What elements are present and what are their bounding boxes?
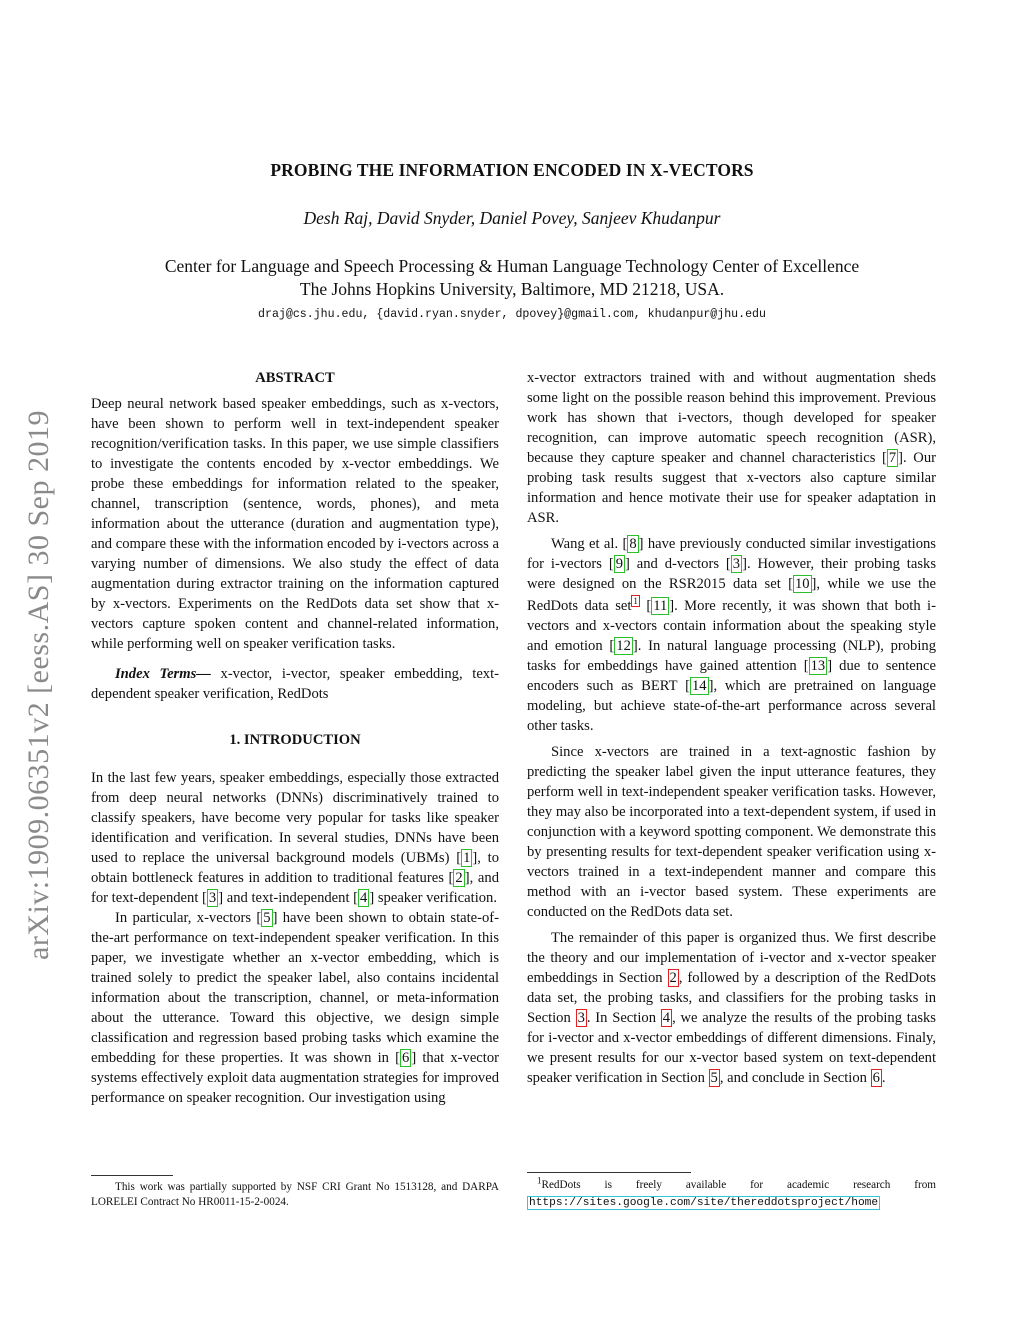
section-link[interactable]: 3 <box>577 1009 585 1026</box>
citation-link[interactable]: 3 <box>208 890 217 906</box>
reddots-footnote: $^1$RedDots is freely available for academic research from https://sites.google.com/site/thereddotsproject/home <box>529 1175 936 1209</box>
section-heading-introduction: 1. INTRODUCTION <box>229 732 361 748</box>
footnote-rule-left <box>91 1175 173 1176</box>
right-paragraph-1: x-vector extractors trained with and without augmentation sheds some light on the possible reason behind this improvement. Previous work has shown that i-vectors, though developed for speaker recognition, can improve automatic speech recognition (ASR), because they capture speaker and channel characteristics [ 7 ]. Our probing task results suggest that x-vectors also capture similar information and hence motivate their use for speaker adaptation in ASR. <box>527 370 937 526</box>
citation-link[interactable]: 9 <box>615 556 624 572</box>
citation-link[interactable]: 10 <box>794 576 810 592</box>
affiliation-line-2: The Johns Hopkins University, Baltimore, MD 21218, USA. <box>299 279 725 299</box>
citation-link[interactable]: 4 <box>360 890 368 906</box>
citation-link[interactable]: 14 <box>691 677 707 694</box>
index-terms-label: Index Terms— <box>115 666 211 682</box>
affiliation-line-1: Center for Language and Speech Processing & Human Language Technology Center of Excellence <box>164 256 860 276</box>
section-link[interactable]: 5 <box>710 1069 718 1086</box>
section-link[interactable]: 4 <box>662 1009 671 1026</box>
footnote-number: 1 <box>537 1175 542 1186</box>
right-paragraph-4: The remainder of this paper is organized thus. We first describe the theory and our implementation of i-vector and x-vector speaker embeddings in Section 2 , followed by a description of the RedDots data set, the probing tasks, and classifiers for the probing tasks in Section 3 . In Section 4 , we analyze the results of the probing tasks for i-vector and x-vector embeddings of different dimensions. Finaly, we present results for our x-vector based system on text-dependent speaker verification in Section 5 , and conclude in Section 6 . <box>527 929 936 1086</box>
intro-paragraph-1: In the last few years, speaker embeddings, especially those extracted from deep neural networks (DNNs) discriminatively trained to classify speakers, have become very popular for tasks like speaker identification and verification. In several studies, DNNs have been used to replace the universal background models (UBMs) [ 1 ], to obtain bottleneck features in addition to traditional features [ 2 ], and for text-dependent [ 3 ] and text-independent [ 4 ] speaker verification. <box>91 770 499 906</box>
footnote-marker-link[interactable]: 1 <box>633 596 638 606</box>
citation-link[interactable]: 5 <box>263 910 271 926</box>
citation-link[interactable]: 8 <box>629 536 637 552</box>
index-terms-text: x-vector, i-vector, speaker embedding, text-dependent speaker verification, RedDots <box>91 666 500 702</box>
citation-link[interactable]: 1 <box>463 850 471 866</box>
author-emails: draj@cs.jhu.edu, {david.ryan.snyder, dpovey}@gmail.com, khudanpur@jhu.edu <box>258 308 766 321</box>
citation-link[interactable]: 13 <box>810 657 826 674</box>
abstract-text: Deep neural network based speaker embeddings, such as x-vectors, have been shown to perform well in text-independent speaker recognition/verification tasks. In this paper, we use simple classifiers to investigate the contents encoded by x-vector embeddings. We probe these embeddings for information related to the speaker, channel, transcription (sentence, words, phones), and meta information about the utterance (duration and augmentation type), and compare these with the information encoded by i-vectors across a varying number of dimensions. We also study the effect of data augmentation during extractor training on the information captured by x-vectors. Experiments on the RedDots data set show that x-vectors capture spoken content and channel-related information, while performing well on speaker verification tasks. <box>91 396 499 652</box>
arxiv-identifier-stamp: arXiv:1909.06351v2 [eess.AS] 30 Sep 2019 <box>22 410 55 960</box>
right-paragraph-3: Since x-vectors are trained in a text-agnostic fashion by predicting the speaker label given the input utterance features, they perform well in text-independent speaker verification tasks. However, they may also be incorporated into a text-dependent system, if used in conjunction with a keyword spotting component. We demonstrate this by presenting results for text-dependent speaker verification using x-vectors trained in a text-independent manner and compare this method with an i-vector based system. These experiments are conducted on the RedDots data set. <box>527 743 936 920</box>
citation-link[interactable]: 11 <box>653 597 668 614</box>
paper-title: PROBING THE INFORMATION ENCODED IN X-VECTORS <box>270 160 754 180</box>
intro-paragraph-2: In particular, x-vectors [ 5 ] have been shown to obtain state-of-the-art performance on text-independent speaker verification. In this paper, we investigate whether an x-vector embedding, which is trained solely to predict the speaker label, also contains incidental information about the transcription, channel, or meta-information about the utterance. Toward this objective, we design simple classification and regression based probing tasks which examine the embedding for these properties. It was shown in [ 6 ] that x-vector systems effectively exploit data augmentation strategies for improved performance on speaker recognition. Our investigation using <box>91 910 500 1106</box>
citation-link[interactable]: 6 <box>402 1050 410 1066</box>
left-column <box>91 368 499 1108</box>
citation-link[interactable]: 2 <box>455 870 463 886</box>
right-column <box>527 368 936 1088</box>
right-paragraph-2: Wang et al. [ 8 ] have previously conducted similar investigations for i-vectors [ 9 ] and d-vectors [ 3 ]. However, their probing tasks were designed on the RSR2015 data set [ 10 ], while we use the RedDots data set $^1$ [ 11 ]. More recently, it was shown that both i-vectors and x-vectors contain information about the speaking style and emotion [ 12 ]. In natural language processing (NLP), probing tasks for embeddings have gained attention [ 13 ] due to sentence encoders such as BERT [ 14 ], which are pretrained on language modeling, but achieve state-of-the-art performance across several other tasks. <box>527 536 937 734</box>
citation-link[interactable]: 12 <box>616 637 631 654</box>
abstract-heading: ABSTRACT <box>255 370 335 386</box>
footnote-rule-right <box>527 1172 691 1173</box>
citation-link[interactable]: 7 <box>888 450 897 466</box>
reddots-url-link[interactable]: https://sites.google.com/site/thereddotsproject/home <box>529 1197 879 1209</box>
author-list: Desh Raj, David Snyder, Daniel Povey, Sanjeev Khudanpur <box>303 208 721 228</box>
funding-footnote: This work was partially supported by NSF CRI Grant No 1513128, and DARPA LORELEI Contract No HR0011-15-2-0024. <box>91 1181 499 1208</box>
section-link[interactable]: 2 <box>669 969 677 986</box>
index-terms <box>91 664 499 704</box>
section-link[interactable]: 6 <box>872 1069 880 1086</box>
citation-link[interactable]: 3 <box>732 556 741 572</box>
